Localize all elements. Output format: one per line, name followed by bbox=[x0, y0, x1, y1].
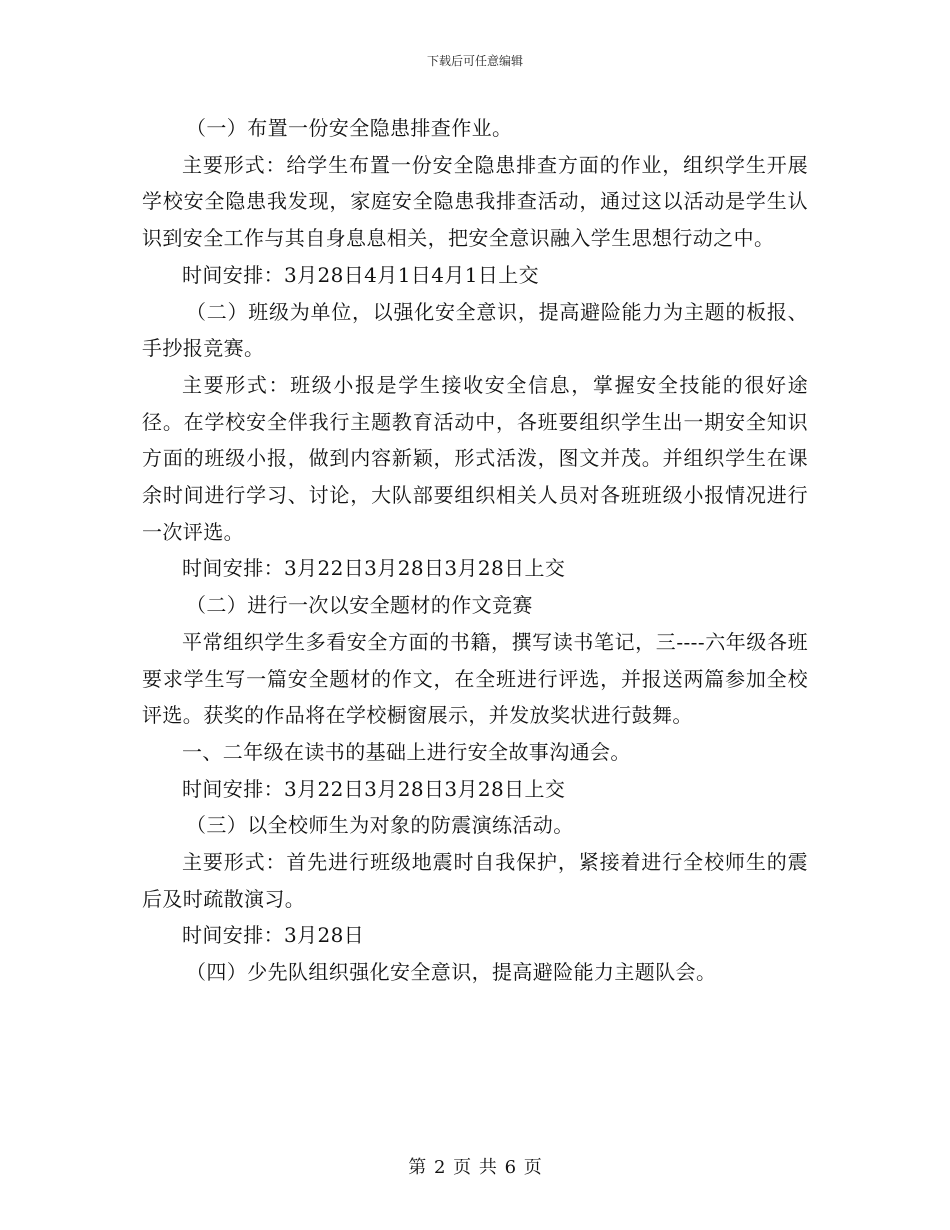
section-heading-1: （一）布置一份安全隐患排查作业。 bbox=[186, 116, 513, 140]
schedule-line: 时间安排：3月22日3月28日3月28日上交 bbox=[182, 776, 566, 801]
section-heading-5: （四）少先队组织强化安全意识，提高避险能力主题队会。 bbox=[186, 960, 717, 985]
body-paragraph: 一、二年级在读书的基础上进行安全故事沟通会。 bbox=[182, 739, 631, 764]
page-header: 下载后可任意编辑 bbox=[426, 54, 523, 68]
section-heading-4: （三）以全校师生为对象的防震演练活动。 bbox=[186, 813, 574, 838]
body-paragraph: 主要形式：首先进行班级地震时自我保护，紧接着进行全校师生的震后及时疏散演习。 bbox=[142, 850, 808, 911]
document-body bbox=[142, 110, 808, 991]
body-paragraph: 主要形式：给学生布置一份安全隐患排查方面的作业，组织学生开展学校安全隐患我发现，家庭安全隐患我排查活动，通过这以活动是学生认识到安全工作与其自身息息相关，把安全意识融入学生思想行动之中。 bbox=[142, 152, 808, 251]
schedule-line: 时间安排：3月28日4月1日4月1日上交 bbox=[182, 262, 540, 287]
schedule-line: 时间安排：3月28日 bbox=[182, 923, 365, 948]
body-paragraph: 主要形式：班级小报是学生接收安全信息，掌握安全技能的很好途径。在学校安全伴我行主题教育活动中，各班要组织学生出一期安全知识方面的班级小报，做到内容新颖，形式活泼，图文并茂。并组织学生在课余时间进行学习、讨论，大队部要组织相关人员对各班班级小报情况进行一次评选。 bbox=[142, 372, 808, 544]
section-heading-3: （二）进行一次以安全题材的作文竞赛 bbox=[186, 593, 533, 618]
body-paragraph: 平常组织学生多看安全方面的书籍，撰写读书笔记，三----六年级各班要求学生写一篇安全题材的作文，在全班进行评选，并报送两篇参加全校评选。获奖的作品将在学校橱窗展示，并发放奖状进行鼓舞。 bbox=[142, 629, 808, 728]
schedule-line: 时间安排：3月22日3月28日3月28日上交 bbox=[182, 556, 566, 581]
section-heading-2: （二）班级为单位，以强化安全意识，提高避险能力为主题的板报、手抄报竞赛。 bbox=[142, 299, 808, 361]
page-footer: 第 2 页 共 6 页 bbox=[408, 1157, 542, 1178]
